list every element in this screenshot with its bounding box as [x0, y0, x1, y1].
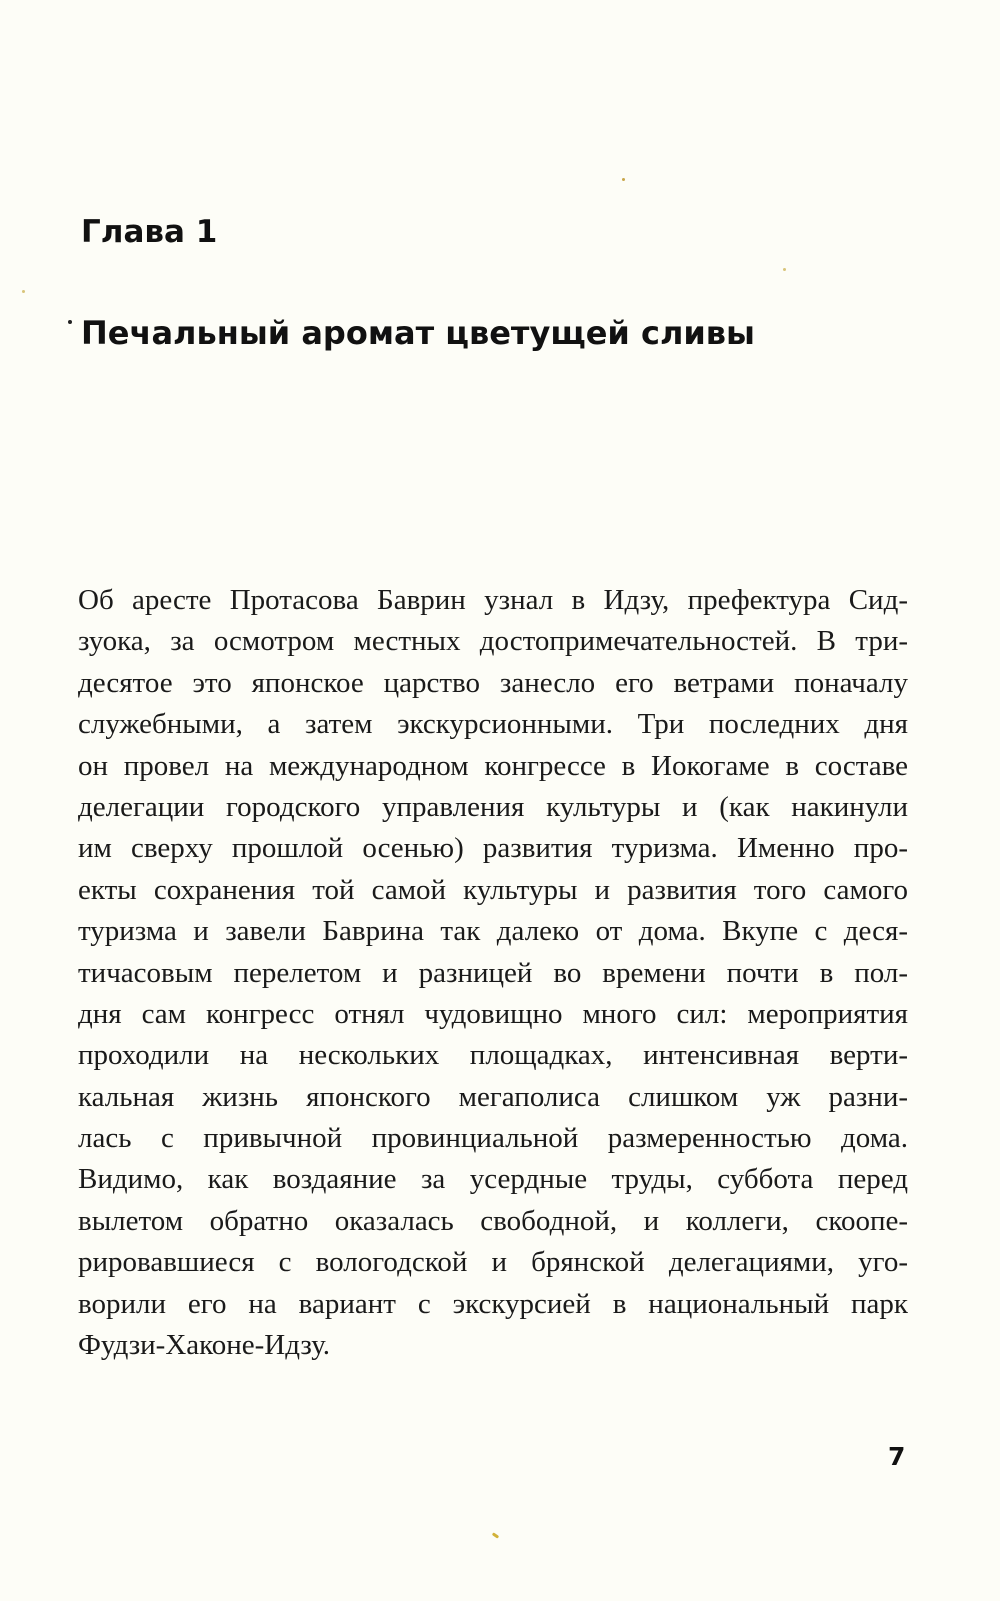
- text-line: служебными, а затем экскурсионными. Три последних дня: [78, 708, 908, 741]
- text-line: рировавшиеся с вологодской и брянской делегациями, уго-: [78, 1246, 908, 1279]
- paper-speck: [22, 290, 25, 293]
- text-line: Видимо, как воздаяние за усердные труды, суббота перед: [78, 1163, 908, 1196]
- paper-speck: [622, 178, 625, 181]
- chapter-title: Печальный аромат цветущей сливы: [81, 314, 755, 352]
- text-line: вылетом обратно оказалась свободной, и коллеги, скоопе-: [78, 1204, 908, 1237]
- text-line: им сверху прошлой осенью) развития туризма. Именно про-: [78, 832, 908, 865]
- paper-speck: [492, 1532, 499, 1538]
- body-paragraph: [78, 580, 908, 1366]
- paper-speck: [783, 268, 786, 271]
- text-line: кальная жизнь японского мегаполиса слишком уж разни-: [78, 1080, 908, 1113]
- text-line: делегации городского управления культуры и (как накинули: [78, 790, 908, 823]
- paper-speck: [68, 320, 72, 324]
- text-line: он провел на международном конгрессе в Иокогаме в составе: [78, 749, 908, 782]
- text-line: тичасовым перелетом и разницей во времени почти в пол-: [78, 956, 908, 989]
- chapter-label: Глава 1: [81, 214, 218, 250]
- text-line: проходили на нескольких площадках, интенсивная верти-: [78, 1039, 908, 1072]
- text-line: Об аресте Протасова Баврин узнал в Идзу, префектура Сид-: [78, 584, 908, 616]
- text-line: туризма и завели Баврина так далеко от дома. Вкупе с деся-: [78, 915, 908, 948]
- text-line: Фудзи-Хаконе-Идзу.: [78, 1329, 331, 1362]
- text-line: дня сам конгресс отнял чудовищно много сил: мероприятия: [78, 997, 908, 1030]
- text-line: екты сохранения той самой культуры и развития того самого: [78, 873, 908, 906]
- text-line: десятое это японское царство занесло его ветрами поначалу: [78, 666, 908, 699]
- page-number: 7: [888, 1442, 906, 1471]
- text-line: ворили его на вариант с экскурсией в национальный парк: [78, 1287, 908, 1320]
- text-line: зуока, за осмотром местных достопримечательностей. В три-: [78, 625, 908, 658]
- text-line: лась с привычной провинциальной размеренностью дома.: [78, 1122, 908, 1155]
